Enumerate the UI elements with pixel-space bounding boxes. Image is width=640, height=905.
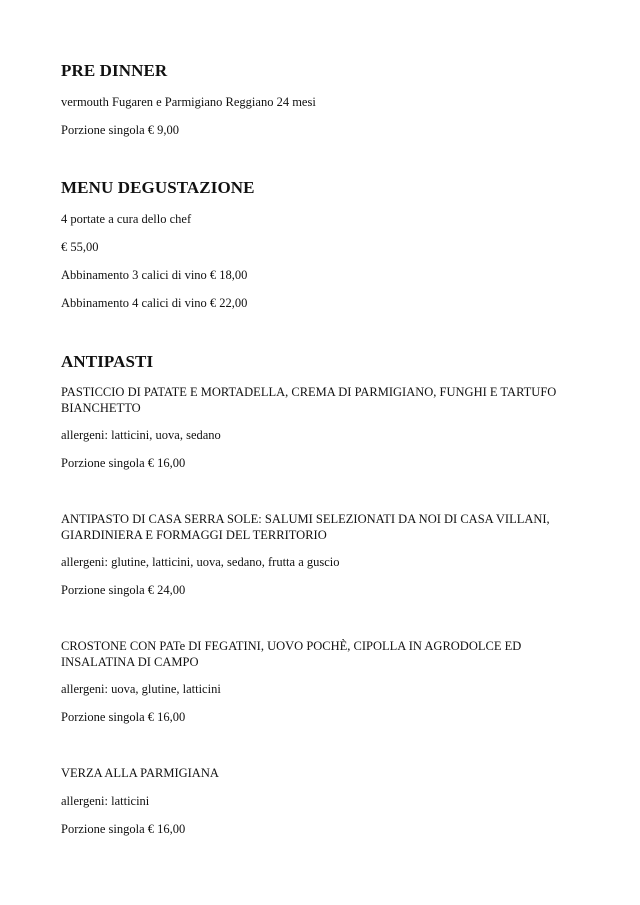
dish-price: Porzione singola € 16,00 — [61, 456, 186, 470]
menu-degustazione-price: € 55,00 — [61, 240, 99, 254]
section-heading-antipasti: ANTIPASTI — [61, 352, 154, 371]
wine-pairing-4: Abbinamento 4 calici di vino € 22,00 — [61, 296, 248, 310]
dish-allergens: allergeni: latticini, uova, sedano — [61, 428, 221, 442]
dish-price: Porzione singola € 16,00 — [61, 710, 186, 724]
dish-price: Porzione singola € 16,00 — [61, 822, 186, 836]
section-heading-pre-dinner: PRE DINNER — [61, 61, 168, 80]
dish-allergens: allergeni: glutine, latticini, uova, sedano, frutta a guscio — [61, 555, 340, 569]
menu-degustazione-description: 4 portate a cura dello chef — [61, 212, 192, 226]
dish-allergens: allergeni: uova, glutine, latticini — [61, 682, 221, 696]
dish-price: Porzione singola € 24,00 — [61, 583, 186, 597]
dish-allergens: allergeni: latticini — [61, 794, 150, 808]
pre-dinner-description: vermouth Fugaren e Parmigiano Reggiano 24 mesi — [61, 95, 316, 109]
section-heading-menu-degustazione: MENU DEGUSTAZIONE — [61, 178, 255, 197]
dish-name: CROSTONE CON PATe DI FEGATINI, UOVO POCHÈ, CIPOLLA IN AGRODOLCE ED INSALATINA DI CAMPO — [61, 639, 522, 669]
dish-name: PASTICCIO DI PATATE E MORTADELLA, CREMA DI PARMIGIANO, FUNGHI E TARTUFO BIANCHETTO — [61, 385, 557, 415]
dish-name: VERZA ALLA PARMIGIANA — [61, 766, 219, 780]
dish-name: ANTIPASTO DI CASA SERRA SOLE: SALUMI SELEZIONATI DA NOI DI CASA VILLANI, GIARDINIERA E FORMAGGI DEL TERRITORIO — [61, 512, 550, 542]
wine-pairing-3: Abbinamento 3 calici di vino € 18,00 — [61, 268, 248, 282]
pre-dinner-price: Porzione singola € 9,00 — [61, 123, 180, 137]
